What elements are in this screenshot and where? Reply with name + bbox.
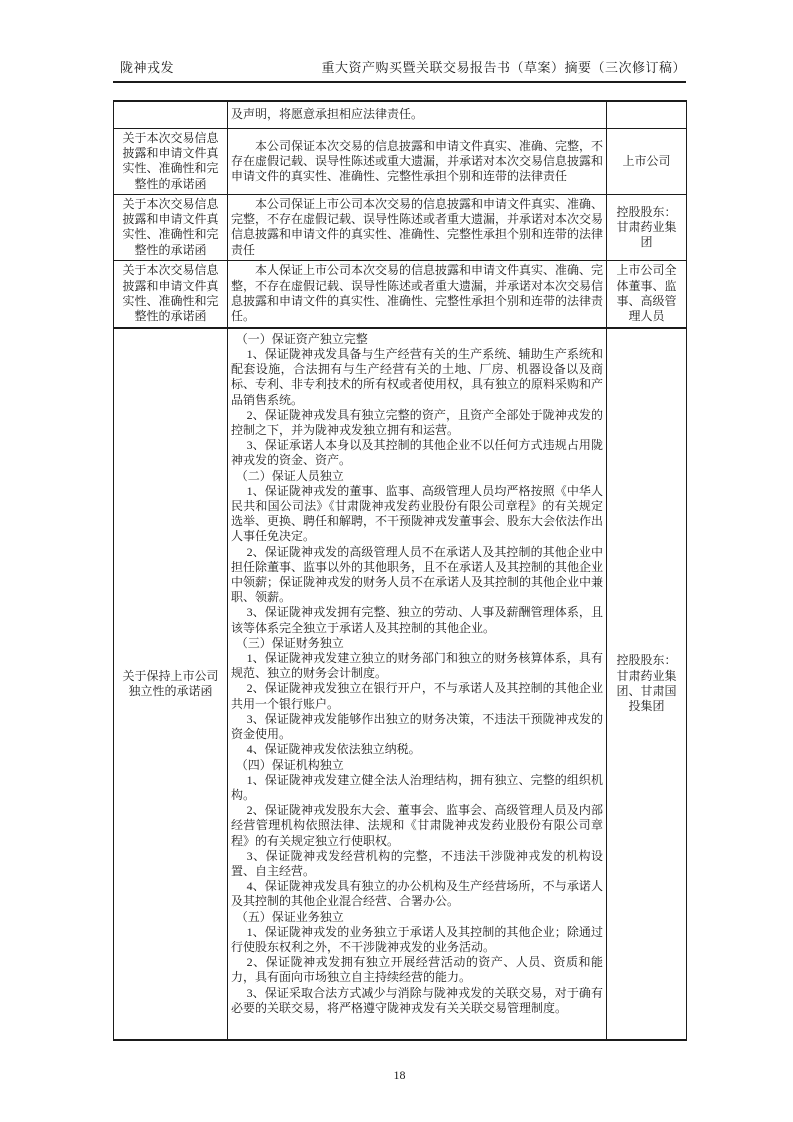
commitment-title-cell: [114, 260, 228, 328]
commitment-title: 关于本次交易信息披露和申请文件真实性、准确性和完整性的承诺函: [122, 196, 219, 257]
commitment-party-cell: [607, 101, 687, 129]
table-row: [114, 194, 687, 260]
paragraph: （一）保证资产独立完整: [235, 331, 368, 346]
paragraph: 2、保证陇神戎发股东大会、董事会、监事会、高级管理人员及内部经营管理机构依照法律、法规和《甘肃陇神戎发药业股份有限公司章程》的有关规定独立行使职权。: [231, 803, 603, 848]
commitment-title: 关于本次交易信息披露和申请文件真实性、准确性和完整性的承诺函: [122, 263, 219, 324]
commitment-content-cell: [228, 194, 607, 260]
commitment-party: 上市公司全体董事、监事、高级管理人员: [616, 263, 677, 324]
paragraph: 2、保证陇神戎发具有独立完整的资产，且资产全部处于陇神戎发的控制之下，并为陇神戎发独立拥有和运营。: [231, 407, 603, 438]
page-content: [113, 0, 686, 1083]
paragraph: （四）保证机构独立: [235, 757, 344, 772]
page-header: [113, 0, 686, 83]
paragraph: 及声明，将愿意承担相应法律责任。: [231, 107, 424, 122]
paragraph: 1、保证陇神戎发的业务独立于承诺人及其控制的其他企业；除通过行使股东权利之外，不干涉陇神戎发的业务活动。: [231, 924, 603, 954]
paragraph: 3、保证承诺人本身以及其控制的其他企业不以任何方式违规占用陇神戎发的资金、资产。: [231, 438, 603, 468]
paragraph: 2、保证陇神戎发的高级管理人员不在承诺人及其控制的其他企业中担任除董事、监事以外的其他职务，且不在承诺人及其控制的其他企业中领薪；保证陇神戎发的财务人员不在承诺人及其控制的其他企业中兼职、领薪。: [231, 544, 604, 605]
commitment-title-cell: [114, 328, 228, 1040]
paragraph: 2、保证陇神戎发拥有独立开展经营活动的资产、人员、资质和能力，具有面向市场独立自主持续经营的能力。: [231, 955, 603, 985]
commitment-party-cell: [607, 194, 687, 260]
commitment-title-cell: [114, 101, 228, 129]
paragraph: 1、保证陇神戎发具备与生产经营有关的生产系统、辅助生产系统和配套设施，合法拥有与生产经营有关的土地、厂房、机器设备以及商标、专利、非专利技术的所有权或者使用权，具有独立的原料采购和产品销售系统。: [231, 347, 604, 407]
paragraph: 本人保证上市公司本次交易的信息披露和申请文件真实、准确、完整，不存在虚假记载、误导性陈述或者重大遗漏，并承诺对本次交易信息披露和申请文件的真实性、准确性、完整性承担个别和连带的法律责任。: [231, 263, 604, 324]
commitment-content-cell: [228, 101, 607, 129]
paragraph: 1、保证陇神戎发的董事、监事、高级管理人员均严格按照《中华人民共和国公司法》《甘肃陇神戎发药业股份有限公司章程》的有关规定选举、更换、聘任和解聘，不干预陇神戎发董事会、股东大会依法作出人事任免决定。: [231, 483, 604, 544]
paragraph: 2、保证陇神戎发独立在银行开户，不与承诺人及其控制的其他企业共用一个银行账户。: [231, 681, 603, 711]
commitment-title: 关于保持上市公司独立性的承诺函: [122, 668, 219, 698]
paragraph: 本公司保证本次交易的信息披露和申请文件真实、准确、完整，不存在虚假记载、误导性陈述或重大遗漏，并承诺对本次交易信息披露和申请文件的真实性、准确性、完整性承担个别和连带的法律责任: [231, 138, 604, 183]
commitments-table-body: [114, 101, 687, 1040]
header-right-text: 重大资产购买暨关联交易报告书（草案）摘要（三次修订稿）: [321, 60, 686, 75]
commitment-party: 控股股东：甘肃药业集团: [616, 204, 677, 249]
commitment-content-cell: [228, 129, 607, 195]
paragraph: 3、保证陇神戎发经营机构的完整，不违法干涉陇神戎发的机构设置、自主经营。: [231, 848, 603, 878]
commitment-title-cell: [114, 194, 228, 260]
paragraph: （二）保证人员独立: [235, 468, 344, 483]
commitment-title-cell: [114, 129, 228, 195]
page-number: 18: [393, 1067, 406, 1082]
commitments-table: [113, 100, 687, 1041]
page-footer: [113, 1068, 686, 1083]
commitment-content-cell: [228, 328, 607, 1040]
paragraph: 1、保证陇神戎发建立独立的财务部门和独立的财务核算体系，具有规范、独立的财务会计制度。: [231, 651, 603, 681]
table-row: [114, 260, 687, 328]
commitment-party: 控股股东：甘肃药业集团、甘肃国投集团: [616, 653, 677, 714]
paragraph: 3、保证陇神戎发拥有完整、独立的劳动、人事及薪酬管理体系，且该等体系完全独立于承诺人及其控制的其他企业。: [231, 605, 603, 635]
header-left-text: 陇神戎发: [120, 60, 175, 75]
commitment-party-cell: [607, 260, 687, 328]
paragraph: （五）保证业务独立: [235, 909, 344, 924]
commitment-party: 上市公司: [622, 153, 671, 168]
paragraph: 1、保证陇神戎发建立健全法人治理结构，拥有独立、完整的组织机构。: [231, 772, 603, 802]
paragraph: 4、保证陇神戎发依法独立纳税。: [246, 742, 421, 757]
paragraph: 4、保证陇神戎发具有独立的办公机构及生产经营场所，不与承诺人及其控制的其他企业混合经营、合署办公。: [231, 879, 603, 909]
table-row: [114, 129, 687, 195]
table-row: [114, 328, 687, 1040]
commitment-party-cell: [607, 328, 687, 1040]
paragraph: （三）保证财务独立: [235, 635, 344, 650]
paragraph: 本公司保证上市公司本次交易的信息披露和申请文件真实、准确、完整，不存在虚假记载、误导性陈述或者重大遗漏，并承诺对本次交易信息披露和申请文件的真实性、准确性、完整性承担个别和连带的法律责任: [231, 196, 604, 257]
paragraph: 3、保证采取合法方式减少与消除与陇神戎发的关联交易，对于确有必要的关联交易，将严格遵守陇神戎发有关关联交易管理制度。: [231, 985, 603, 1015]
commitment-title: 关于本次交易信息披露和申请文件真实性、准确性和完整性的承诺函: [122, 131, 219, 191]
table-row: [114, 101, 687, 129]
commitment-party-cell: [607, 129, 687, 195]
commitment-content-cell: [228, 260, 607, 328]
paragraph: 3、保证陇神戎发能够作出独立的财务决策，不违法干预陇神戎发的资金使用。: [231, 711, 603, 742]
